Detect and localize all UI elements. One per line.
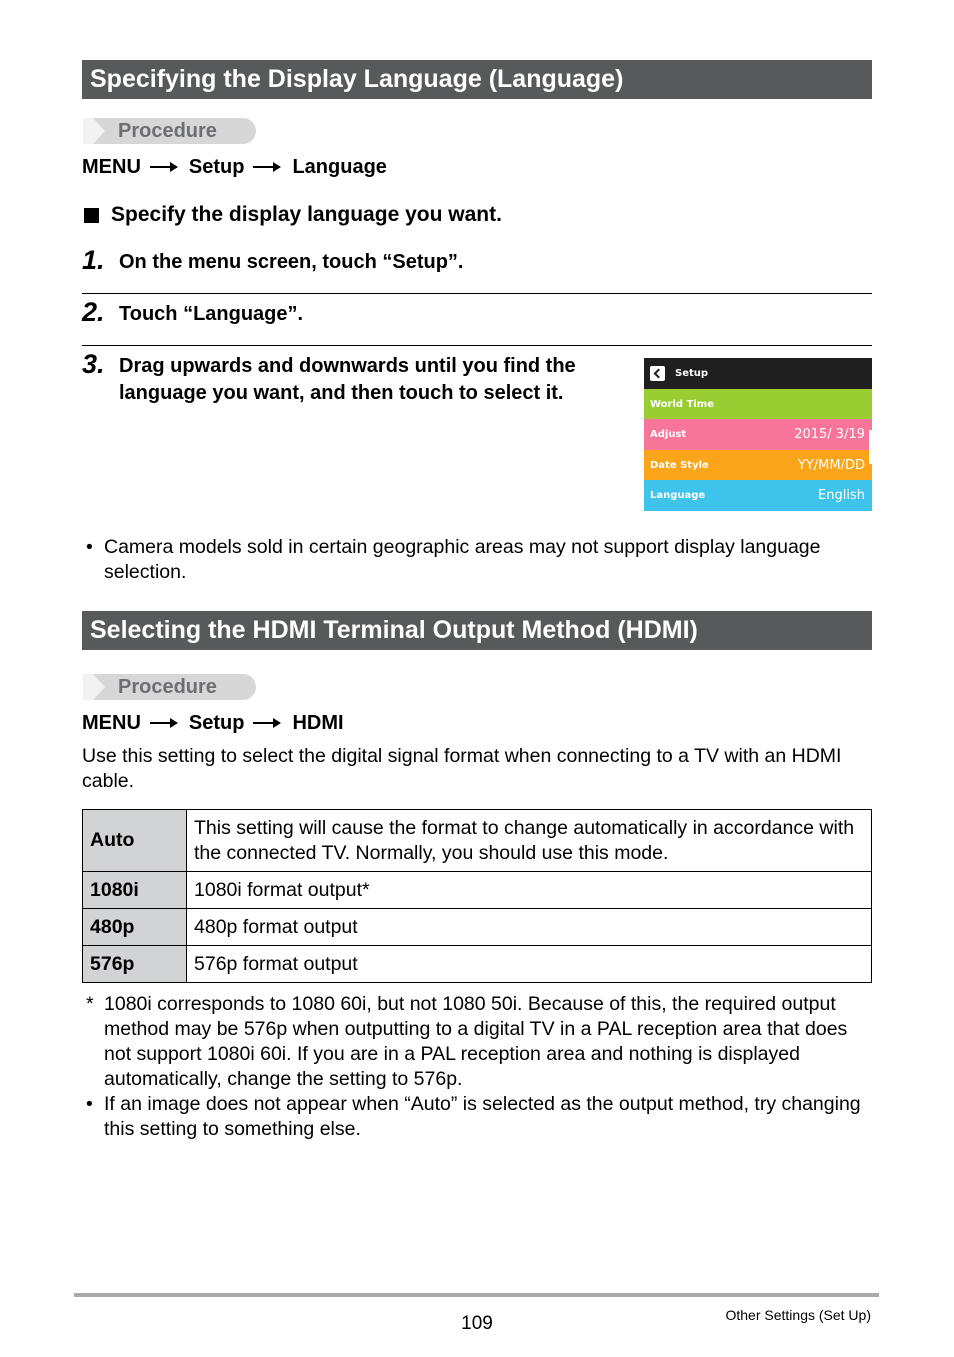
footnote-text: 1080i corresponds to 1080 60i, but not 1080 50i. Because of this, the required output method may be 576p when outputting to a digital TV in a PAL reception area that does not support 1080i 60i. If you are in a PAL reception area and nothing is displayed automatically, change the setting to 576p. <box>104 993 848 1090</box>
menu-row-label: Adjust <box>650 429 687 441</box>
option-key: Auto <box>83 810 187 872</box>
menu-row-language <box>644 480 872 511</box>
camera-setup-screen <box>644 358 872 511</box>
asterisk-mark: * <box>86 993 94 1015</box>
step-number: 3. <box>82 349 105 379</box>
menu-path-step: HDMI <box>292 712 344 734</box>
step-number: 1. <box>82 245 105 275</box>
arrow-right-icon <box>150 161 180 173</box>
menu-path-step: Setup <box>188 712 245 734</box>
procedure-tag <box>83 118 256 144</box>
option-desc: 480p format output <box>187 909 872 946</box>
table-row <box>83 810 872 872</box>
procedure-label: Procedure <box>118 676 217 698</box>
table-row <box>83 909 872 946</box>
menu-path-step: Language <box>292 156 387 178</box>
option-key: 1080i <box>83 872 187 909</box>
procedure-tag <box>83 674 256 700</box>
step-number: 2. <box>82 297 105 327</box>
page-number: 109 <box>461 1313 493 1334</box>
section-title-language: Specifying the Display Language (Language) <box>82 60 872 99</box>
hdmi-options-table <box>82 809 872 983</box>
hdmi-intro: Use this setting to select the digital signal format when connecting to a TV with an HDMI cable. <box>82 745 842 792</box>
menu-row-date-style <box>644 450 872 481</box>
menu-row-world-time <box>644 389 872 420</box>
footer-divider <box>74 1293 879 1297</box>
arrow-right-icon <box>150 717 180 729</box>
divider <box>82 345 872 346</box>
menu-row-value: English <box>818 488 865 504</box>
bullet-icon: • <box>86 1093 93 1115</box>
screen-header <box>644 358 872 389</box>
menu-row-label: World Time <box>650 398 714 410</box>
menu-path-step: Setup <box>188 156 245 178</box>
note-text: If an image does not appear when “Auto” is selected as the output method, try changing this setting to something else. <box>104 1093 861 1140</box>
step-text: Drag upwards and downwards until you find the language you want, and then touch to select it. <box>119 355 576 404</box>
screen-header-title: Setup <box>675 368 709 379</box>
arrow-right-icon <box>253 161 283 173</box>
menu-path-hdmi <box>82 711 344 735</box>
arrow-right-icon <box>253 717 283 729</box>
menu-row-value: 2015/ 3/19 <box>794 427 865 443</box>
scrollbar <box>869 430 872 464</box>
table-row <box>83 872 872 909</box>
instruction-heading-text: Specify the display language you want. <box>111 203 502 226</box>
table-row <box>83 946 872 983</box>
menu-row-label: Language <box>650 490 706 502</box>
note-text: Camera models sold in certain geographic areas may not support display language selection. <box>104 536 821 583</box>
square-bullet-icon <box>84 208 99 223</box>
divider <box>82 293 872 294</box>
option-key: 576p <box>83 946 187 983</box>
option-key: 480p <box>83 909 187 946</box>
menu-row-value: YY/MM/DD <box>797 457 865 473</box>
step-text: Touch “Language”. <box>119 303 304 325</box>
section-title-hdmi: Selecting the HDMI Terminal Output Method (HDMI) <box>82 611 872 650</box>
option-desc: 576p format output <box>187 946 872 983</box>
step-text: On the menu screen, touch “Setup”. <box>119 251 464 273</box>
bullet-icon: • <box>86 536 93 558</box>
menu-path-step: MENU <box>82 156 141 178</box>
option-desc: This setting will cause the format to change automatically in accordance with the connected TV. Normally, you should use this mode. <box>187 810 872 872</box>
instruction-heading <box>84 202 502 228</box>
menu-row-label: Date Style <box>650 459 709 471</box>
procedure-label: Procedure <box>118 120 217 142</box>
menu-row-adjust <box>644 419 872 450</box>
back-icon <box>650 366 665 381</box>
option-desc: 1080i format output* <box>187 872 872 909</box>
menu-path-language <box>82 155 387 179</box>
menu-path-step: MENU <box>82 712 141 734</box>
footer-section-name: Other Settings (Set Up) <box>725 1307 871 1323</box>
